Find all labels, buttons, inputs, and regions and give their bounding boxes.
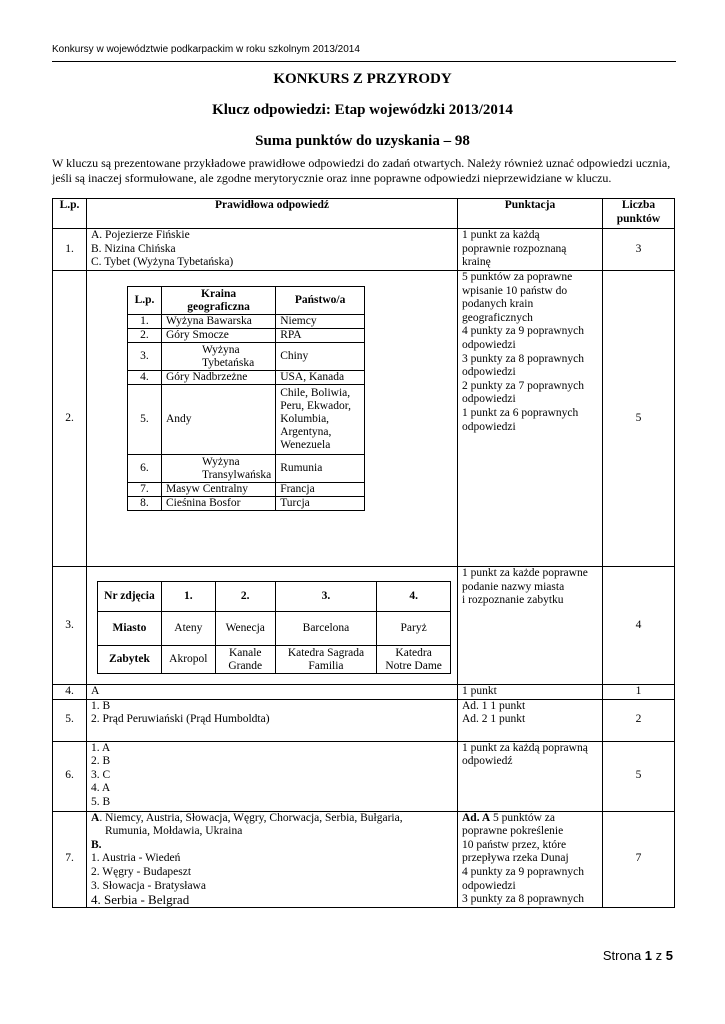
- answer-cell: A. Niemcy, Austria, Słowacja, Węgry, Chorwacja, Serbia, Bułgaria, Rumunia, Mołdawia, Ukraina B. 1. Austria - Wiedeń 2. Węgry - Budapeszt 3. Słowacja - Bratysława 4. Serbia - Belgrad: [87, 811, 458, 907]
- col-header-points: Liczba punktów: [603, 199, 675, 229]
- table-row: [53, 229, 675, 271]
- question-number: 4.: [53, 685, 87, 700]
- answer-key-table: [52, 198, 675, 908]
- table-row: 7. Masyw Centralny Francja: [128, 483, 365, 497]
- scoring-cell: 1 punkt za każde poprawne podanie nazwy miasta i rozpoznanie zabytku: [458, 567, 603, 685]
- scoring-cell: 1 punkt: [458, 685, 603, 700]
- points-cell: 4: [603, 567, 675, 685]
- question-number: 5.: [53, 699, 87, 741]
- answer-cell: A: [87, 685, 458, 700]
- table-row: 1. Wyżyna Bawarska Niemcy: [128, 315, 365, 329]
- scoring-cell: 1 punkt za każdą poprawną odpowiedź: [458, 741, 603, 811]
- question-number: 6.: [53, 741, 87, 811]
- monuments-table: Nr zdjęcia 1. 2. 3. 4. Miasto Ateny Wenecja Barcelona Paryż Zabytek Akropol Kanale Grande Katedra Sagrada Familia Katedra Notre Dame: [97, 581, 451, 674]
- regions-table: L.p. Kraina geograficzna Państwo/a 1. Wyżyna Bawarska Niemcy 2. Góry Smocze RPA 3. Wyżyna Tybetańska Chiny 4. Góry Nadbrzeżne USA, Kanada 5. Andy Chile, Boliwia, Peru, Ekwador, Kolumbia, Argentyna, Wenezuela 6. Wyżyna Transylwańska Rumunia 7. Masyw Centralny Francja 8. Cieśnina Bosfor Turcja: [127, 286, 365, 511]
- table-row: [53, 741, 675, 811]
- table-row: 5. Andy Chile, Boliwia, Peru, Ekwador, Kolumbia, Argentyna, Wenezuela: [128, 385, 365, 455]
- intro-paragraph: W kluczu są prezentowane przykładowe prawidłowe odpowiedzi do zadań otwartych. Należy również uznać odpowiedzi ucznia, jeśli są inaczej sformułowane, ale zgodne merytorycznie oraz inne poprawne odpowiedzi nieprzewidziane w kluczu.: [52, 156, 671, 185]
- points-cell: 5: [603, 741, 675, 811]
- answer-cell: 1. A 2. B 3. C 4. A 5. B: [87, 741, 458, 811]
- table-row: 6. Wyżyna Transylwańska Rumunia: [128, 455, 365, 483]
- table-row: [53, 271, 675, 567]
- scoring-cell: 1 punkt za każdą poprawnie rozpoznaną krainę: [458, 229, 603, 271]
- page-number: Strona 1 z 5: [602, 948, 673, 963]
- col-header-scoring: Punktacja: [458, 199, 603, 229]
- table-row: [53, 699, 675, 741]
- table-row: [53, 685, 675, 700]
- table-row: [53, 811, 675, 907]
- doc-title: KONKURS Z PRZYRODY: [273, 71, 452, 87]
- header-divider: [52, 61, 676, 62]
- col-header-answer: Prawidłowa odpowiedź: [87, 199, 458, 229]
- answer-cell: A. Pojezierze Fińskie B. Nizina Chińska C. Tybet (Wyżyna Tybetańska): [87, 229, 458, 271]
- points-cell: 1: [603, 685, 675, 700]
- table-row: 8. Cieśnina Bosfor Turcja: [128, 497, 365, 511]
- question-number: 1.: [53, 229, 87, 271]
- answer-cell: [87, 271, 458, 567]
- points-cell: 7: [603, 811, 675, 907]
- answer-cell: 1. B 2. Prąd Peruwiański (Prąd Humboldta): [87, 699, 458, 741]
- doc-subtitle: Klucz odpowiedzi: Etap wojewódzki 2013/2014: [212, 102, 513, 118]
- question-number: 2.: [53, 271, 87, 567]
- scoring-cell: Ad. A 5 punktów za poprawne pokreślenie 10 państw przez, które przepływa rzeka Dunaj 4 punkty za 9 poprawnych odpowiedzi 3 punkty za 8 poprawnych: [458, 811, 603, 907]
- scoring-cell: 5 punktów za poprawne wpisanie 10 państw do podanych krain geograficznych 4 punkty za 9 poprawnych odpowiedzi 3 punkty za 8 poprawnych odpowiedzi 2 punkty za 7 poprawnych odpowiedzi 1 punkt za 6 poprawnych odpowiedzi: [458, 271, 603, 567]
- table-row: 4. Góry Nadbrzeżne USA, Kanada: [128, 371, 365, 385]
- table-row: [53, 567, 675, 685]
- table-row: 3. Wyżyna Tybetańska Chiny: [128, 343, 365, 371]
- question-number: 7.: [53, 811, 87, 907]
- scoring-cell: Ad. 1 1 punkt Ad. 2 1 punkt: [458, 699, 603, 741]
- points-total: Suma punktów do uzyskania – 98: [255, 133, 470, 149]
- points-cell: 2: [603, 699, 675, 741]
- answer-cell: [87, 567, 458, 685]
- col-header-lp: L.p.: [53, 199, 87, 229]
- points-cell: 3: [603, 229, 675, 271]
- running-header: Konkursy w województwie podkarpackim w roku szkolnym 2013/2014: [52, 44, 360, 55]
- table-row: 2. Góry Smocze RPA: [128, 329, 365, 343]
- points-cell: 5: [603, 271, 675, 567]
- question-number: 3.: [53, 567, 87, 685]
